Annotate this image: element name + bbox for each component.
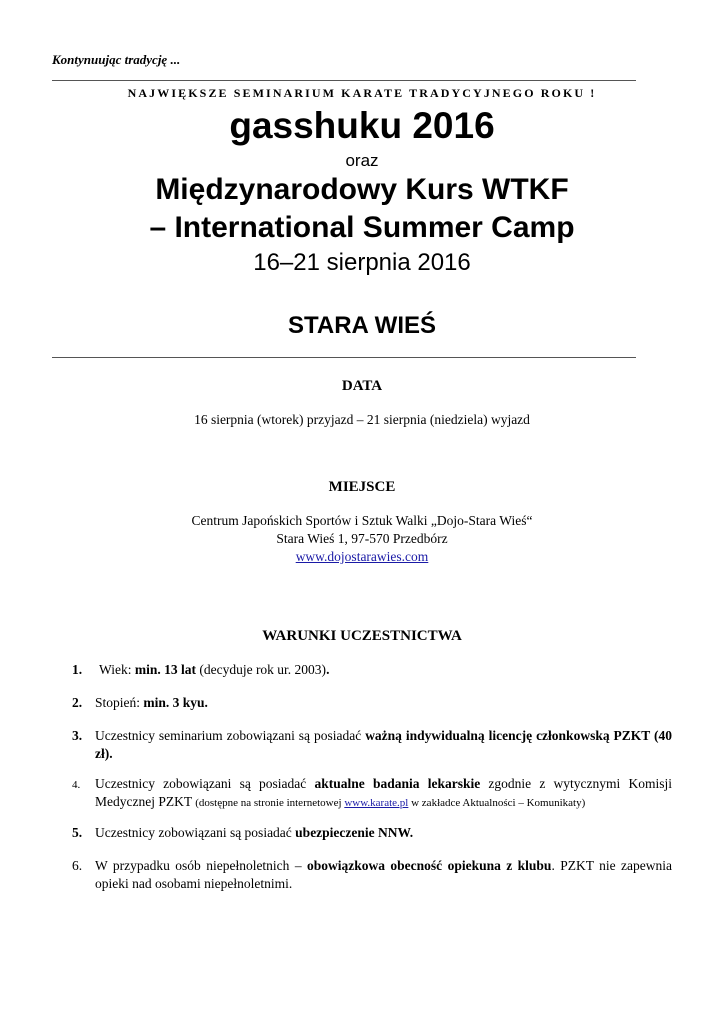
item-number: 6. xyxy=(72,858,83,873)
item-text: W przypadku osób niepełnoletnich – xyxy=(95,858,307,873)
condition-item-5 xyxy=(72,824,672,842)
item-number: 1. xyxy=(72,662,83,677)
item-text: . PZKT nie zapewnia opieki nad osobami niepełnoletnimi. xyxy=(95,858,673,891)
condition-item-1 xyxy=(72,661,672,679)
item-text: Stopień: xyxy=(95,695,144,710)
miejsce-block xyxy=(52,512,672,566)
middle-divider xyxy=(52,357,636,358)
tagline: Kontynuując tradycję ... xyxy=(52,52,181,67)
item-number: 2. xyxy=(72,695,83,710)
condition-item-2 xyxy=(72,694,672,712)
item-number: 4. xyxy=(72,779,81,791)
data-heading: DATA xyxy=(341,378,383,394)
oraz-text: oraz xyxy=(345,151,379,170)
item-text: (decyduje rok ur. 2003) xyxy=(195,662,327,677)
item-bold-text: obowiązkowa obecność opiekuna z klubu xyxy=(307,858,552,873)
banner-text: NAJWIĘKSZE SEMINARIUM KARATE TRADYCYJNEGO ROKU ! xyxy=(127,86,597,100)
item-bold-text: min. 13 lat xyxy=(134,662,196,677)
data-text: 16 sierpnia (wtorek) przyjazd – 21 sierpnia (niedziela) wyjazd xyxy=(194,412,530,427)
item-bold-text: . xyxy=(326,662,330,677)
item-bold-text: aktualne badania lekarskie xyxy=(314,776,481,791)
condition-item-4 xyxy=(72,775,672,812)
event-dates: 16–21 sierpnia 2016 xyxy=(253,249,471,276)
karate-website-link[interactable]: www.karate.pl xyxy=(344,797,409,809)
item-small-text: (dostępne na stronie internetowej xyxy=(195,797,345,809)
course-title-line1: Międzynarodowy Kurs WTKF xyxy=(155,173,569,206)
course-title-line2: – International Summer Camp xyxy=(149,211,575,244)
event-place: STARA WIEŚ xyxy=(288,312,436,339)
event-title: gasshuku 2016 xyxy=(229,105,495,146)
item-number: 5. xyxy=(72,825,83,840)
condition-item-3 xyxy=(72,727,672,763)
item-bold-text: min. 3 kyu. xyxy=(143,695,208,710)
item-text: Uczestnicy seminarium zobowiązani są posiadać xyxy=(95,728,366,743)
item-text: zgodnie z wytycznymi Komisji Medycznej PZKT xyxy=(95,776,672,809)
venue-name: Centrum Japońskich Sportów i Sztuk Walki „Dojo-Stara Wieś“ xyxy=(191,513,533,528)
item-text: Uczestnicy zobowiązani są posiadać xyxy=(95,825,296,840)
warunki-heading: WARUNKI UCZESTNICTWA xyxy=(262,628,462,644)
item-small-text: w zakładce Aktualności – Komunikaty) xyxy=(408,797,586,809)
miejsce-heading: MIEJSCE xyxy=(328,479,396,495)
item-bold-text: ubezpieczenie NNW. xyxy=(295,825,414,840)
item-bold-text: ważną indywidualną licencję członkowską PZKT (40 zł). xyxy=(95,728,672,761)
condition-item-6 xyxy=(72,857,672,893)
item-text: Wiek: xyxy=(99,662,135,677)
item-number: 3. xyxy=(72,728,83,743)
item-text: Uczestnicy zobowiązani są posiadać xyxy=(95,776,315,791)
venue-address: Stara Wieś 1, 97-570 Przedbórz xyxy=(276,531,448,546)
top-divider xyxy=(52,80,636,81)
venue-website-link[interactable]: www.dojostarawies.com xyxy=(295,549,429,564)
